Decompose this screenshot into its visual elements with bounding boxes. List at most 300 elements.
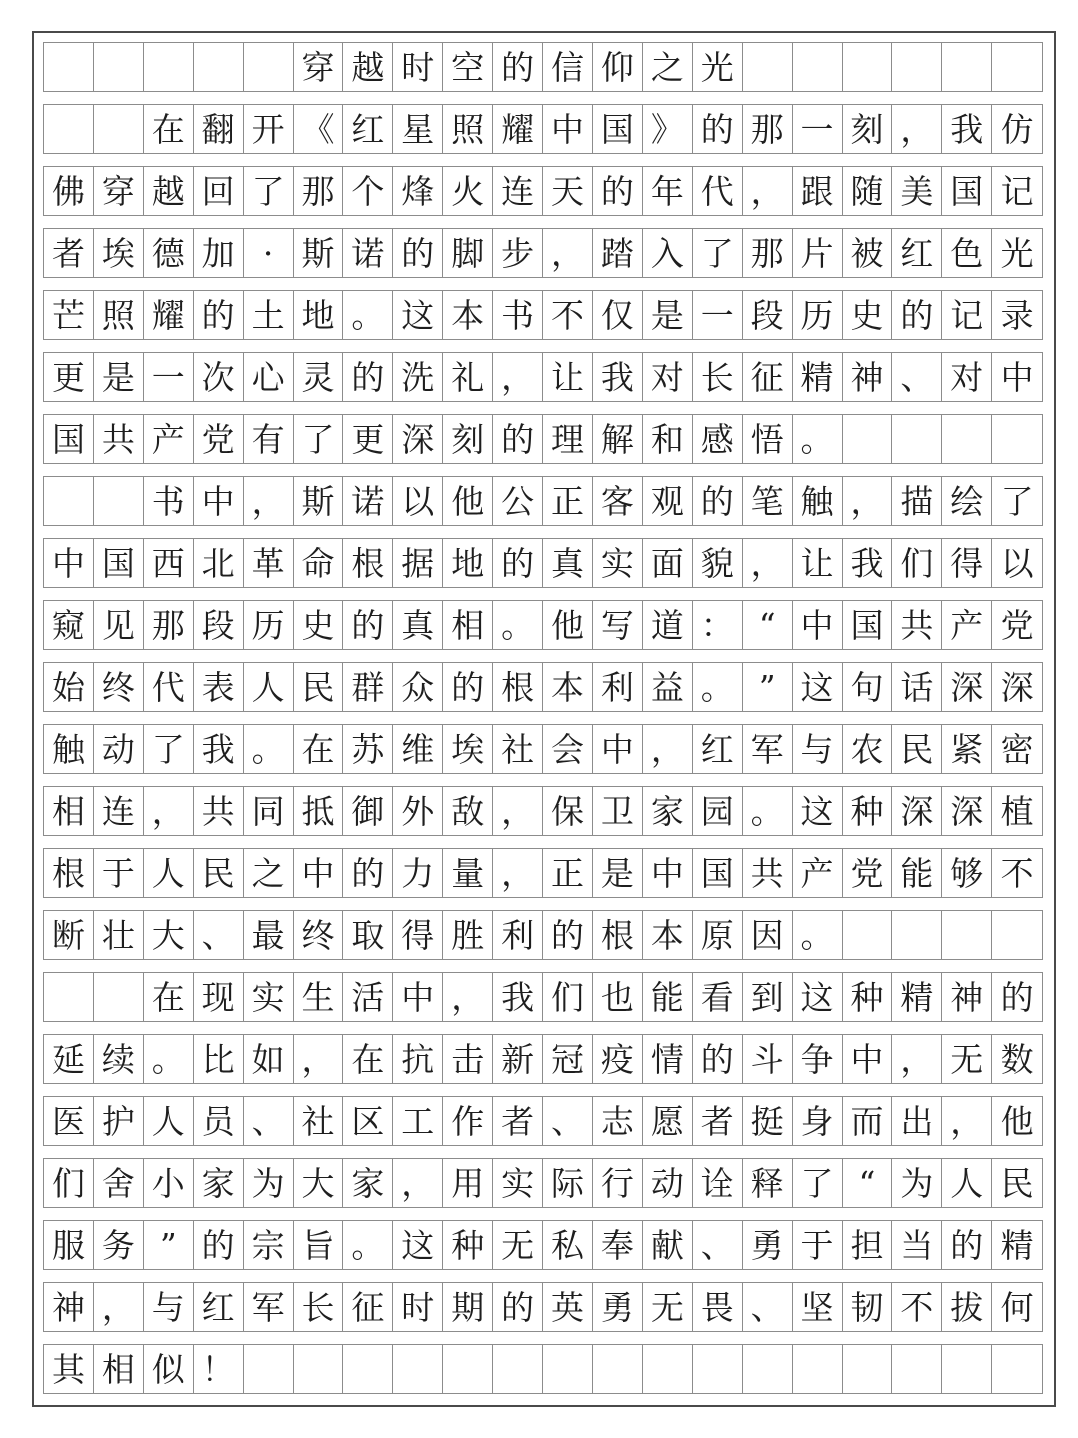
- grid-cell: 更: [44, 353, 94, 401]
- grid-cell: 苏: [343, 725, 393, 773]
- grid-cell: 的: [194, 291, 244, 339]
- grid-cell: 不: [1000, 853, 1034, 893]
- grid-cell: 的: [493, 415, 543, 463]
- grid-cell: 比: [194, 1035, 244, 1083]
- grid-cell: 的: [593, 167, 643, 215]
- grid-cell: 、: [892, 353, 942, 401]
- grid-cell: 土: [244, 291, 294, 339]
- grid-cell: 脚: [443, 229, 493, 277]
- grid-cell: ，: [843, 477, 893, 525]
- grid-cell: 以: [393, 477, 443, 525]
- grid-cell: 段: [743, 291, 793, 339]
- title-cell: 越: [343, 43, 393, 91]
- grid-cell: 新: [493, 1035, 543, 1083]
- grid-cell: 共: [743, 849, 793, 897]
- grid-cell: 似: [144, 1345, 194, 1393]
- grid-cell: 火: [443, 167, 493, 215]
- grid-cell: 在: [144, 105, 194, 153]
- grid-cell: 而: [843, 1097, 893, 1145]
- grid-cell: 他: [1000, 1101, 1034, 1141]
- grid-cell: 韧: [843, 1283, 893, 1331]
- grid-cell: 那: [743, 229, 793, 277]
- grid-cell: ，: [743, 167, 793, 215]
- grid-row: [43, 972, 1043, 1022]
- grid-cell: 于: [94, 849, 144, 897]
- grid-cell: 种: [843, 787, 893, 835]
- grid-cell: 本: [443, 291, 493, 339]
- grid-cell: 生: [294, 973, 344, 1021]
- grid-cell: 真: [543, 539, 593, 587]
- grid-cell: 《: [294, 105, 344, 153]
- grid-cell: 了: [294, 415, 344, 463]
- grid-cell: [343, 1345, 393, 1393]
- grid-cell: 红: [892, 229, 942, 277]
- grid-cell: 以: [1000, 543, 1034, 583]
- grid-cell: 我: [942, 105, 992, 153]
- grid-cell: ，: [543, 229, 593, 277]
- grid-cell: 仅: [593, 291, 643, 339]
- grid-cell: 取: [343, 911, 393, 959]
- grid-cell: 描: [892, 477, 942, 525]
- grid-cell: 冠: [543, 1035, 593, 1083]
- grid-cell: 埃: [94, 229, 144, 277]
- grid-cell: 在: [144, 973, 194, 1021]
- grid-cell: 产: [793, 849, 843, 897]
- grid-cell: 触: [793, 477, 843, 525]
- grid-cell: 能: [643, 973, 693, 1021]
- grid-cell: 长: [693, 353, 743, 401]
- grid-cell: 国: [942, 167, 992, 215]
- grid-cell: ，: [144, 787, 194, 835]
- grid-cell: 耀: [493, 105, 543, 153]
- grid-cell: ，: [892, 1035, 942, 1083]
- grid-cell: 回: [194, 167, 244, 215]
- grid-cell: 地: [294, 291, 344, 339]
- grid-cell: 的: [942, 1221, 992, 1269]
- grid-cell: 共: [194, 787, 244, 835]
- title-cell: [244, 43, 294, 91]
- grid-cell: 精: [892, 973, 942, 1021]
- grid-cell: 、: [244, 1097, 294, 1145]
- grid-cell: 国: [94, 539, 144, 587]
- grid-cell: 是: [593, 849, 643, 897]
- grid-cell: 记: [1000, 171, 1034, 211]
- grid-cell: [543, 1345, 593, 1393]
- grid-cell: 录: [1000, 295, 1034, 335]
- grid-cell: [44, 973, 94, 1021]
- grid-cell: 中: [793, 601, 843, 649]
- grid-cell: 我: [593, 353, 643, 401]
- title-row: [43, 42, 1043, 92]
- grid-row: [43, 724, 1043, 774]
- grid-cell: 期: [443, 1283, 493, 1331]
- grid-cell: 当: [892, 1221, 942, 1269]
- grid-cell: 步: [493, 229, 543, 277]
- grid-cell: [393, 1345, 443, 1393]
- grid-cell: 那: [743, 105, 793, 153]
- grid-cell: 壮: [94, 911, 144, 959]
- grid-cell: [992, 1345, 1042, 1393]
- grid-cell: 担: [843, 1221, 893, 1269]
- grid-cell: 勇: [593, 1283, 643, 1331]
- grid-cell: 》: [643, 105, 693, 153]
- grid-cell: 争: [793, 1035, 843, 1083]
- title-cell: [942, 43, 992, 91]
- grid-cell: 延: [44, 1035, 94, 1083]
- grid-cell: 用: [443, 1159, 493, 1207]
- grid-cell: 代: [693, 167, 743, 215]
- title-cell: 的: [493, 43, 543, 91]
- grid-row: [43, 910, 1043, 960]
- grid-cell: 根: [493, 663, 543, 711]
- grid-cell: 斯: [294, 477, 344, 525]
- grid-cell: 。: [244, 725, 294, 773]
- grid-cell: 量: [443, 849, 493, 897]
- grid-cell: 深: [892, 787, 942, 835]
- grid-row: [43, 104, 1043, 154]
- grid-cell: 窥: [44, 601, 94, 649]
- grid-cell: “: [843, 1159, 893, 1207]
- grid-cell: 开: [244, 105, 294, 153]
- grid-cell: 那: [144, 601, 194, 649]
- grid-cell: 片: [793, 229, 843, 277]
- title-cell: [743, 43, 793, 91]
- grid-cell: 敌: [443, 787, 493, 835]
- grid-cell: 本: [643, 911, 693, 959]
- grid-cell: 益: [643, 663, 693, 711]
- grid-cell: 跟: [793, 167, 843, 215]
- grid-cell: 疫: [593, 1035, 643, 1083]
- grid-cell: 本: [543, 663, 593, 711]
- grid-cell: 私: [543, 1221, 593, 1269]
- grid-cell: 触: [44, 725, 94, 773]
- grid-cell: 无: [942, 1035, 992, 1083]
- grid-cell: [593, 1345, 643, 1393]
- grid-cell: 紧: [942, 725, 992, 773]
- title-cell: 空: [443, 43, 493, 91]
- grid-cell: 之: [244, 849, 294, 897]
- grid-cell: 看: [693, 973, 743, 1021]
- grid-cell: 外: [393, 787, 443, 835]
- grid-cell: 与: [144, 1283, 194, 1331]
- grid-cell: 的: [543, 911, 593, 959]
- grid-cell: 于: [793, 1221, 843, 1269]
- grid-cell: 相: [94, 1345, 144, 1393]
- grid-cell: 诺: [343, 229, 393, 277]
- grid-cell: 员: [194, 1097, 244, 1145]
- grid-cell: 们: [892, 539, 942, 587]
- grid-cell: 能: [892, 849, 942, 897]
- grid-cell: 的: [493, 1283, 543, 1331]
- grid-cell: [942, 911, 992, 959]
- grid-cell: 志: [593, 1097, 643, 1145]
- grid-cell: 。: [693, 663, 743, 711]
- grid-cell: 力: [393, 849, 443, 897]
- grid-cell: 民: [194, 849, 244, 897]
- grid-cell: 年: [643, 167, 693, 215]
- grid-row: [43, 1220, 1043, 1270]
- grid-cell: 佛: [44, 167, 94, 215]
- grid-cell: 深: [942, 663, 992, 711]
- grid-cell: 与: [793, 725, 843, 773]
- grid-cell: 终: [94, 663, 144, 711]
- grid-row: [43, 1034, 1043, 1084]
- grid-cell: [892, 415, 942, 463]
- grid-cell: 最: [244, 911, 294, 959]
- grid-cell: 无: [493, 1221, 543, 1269]
- grid-cell: 有: [244, 415, 294, 463]
- grid-cell: 理: [543, 415, 593, 463]
- grid-cell: 原: [693, 911, 743, 959]
- grid-cell: 小: [144, 1159, 194, 1207]
- grid-row: [43, 538, 1043, 588]
- grid-row: [43, 166, 1043, 216]
- grid-cell: 胜: [443, 911, 493, 959]
- grid-cell: 道: [643, 601, 693, 649]
- grid-cell: 笔: [743, 477, 793, 525]
- grid-cell: 话: [892, 663, 942, 711]
- grid-cell: 翻: [194, 105, 244, 153]
- grid-cell: 断: [44, 911, 94, 959]
- grid-cell: 我: [493, 973, 543, 1021]
- grid-cell: 史: [294, 601, 344, 649]
- grid-cell: 到: [743, 973, 793, 1021]
- grid-cell: [843, 415, 893, 463]
- grid-cell: 也: [593, 973, 643, 1021]
- grid-cell: 大: [294, 1159, 344, 1207]
- grid-row: [43, 414, 1043, 464]
- grid-cell: 地: [443, 539, 493, 587]
- grid-cell: 共: [94, 415, 144, 463]
- grid-cell: 美: [892, 167, 942, 215]
- grid-cell: 的: [443, 663, 493, 711]
- title-cell: 之: [643, 43, 693, 91]
- grid-cell: 神: [942, 973, 992, 1021]
- grid-cell: [643, 1345, 693, 1393]
- grid-cell: 家: [343, 1159, 393, 1207]
- grid-cell: 。: [493, 601, 543, 649]
- grid-cell: 军: [244, 1283, 294, 1331]
- grid-cell: 星: [393, 105, 443, 153]
- grid-cell: 我: [194, 725, 244, 773]
- grid-cell: 洗: [393, 353, 443, 401]
- grid-cell: [94, 973, 144, 1021]
- grid-cell: 这: [793, 663, 843, 711]
- grid-cell: ，: [493, 353, 543, 401]
- grid-row: [43, 1096, 1043, 1146]
- title-cell: 仰: [593, 43, 643, 91]
- grid-cell: 这: [393, 1221, 443, 1269]
- grid-cell: 在: [343, 1035, 393, 1083]
- grid-cell: 面: [643, 539, 693, 587]
- grid-cell: 中: [1000, 357, 1034, 397]
- grid-cell: 、: [543, 1097, 593, 1145]
- grid-cell: 公: [493, 477, 543, 525]
- grid-cell: ，: [393, 1159, 443, 1207]
- grid-cell: 工: [393, 1097, 443, 1145]
- grid-cell: [843, 911, 893, 959]
- grid-cell: 烽: [393, 167, 443, 215]
- grid-cell: 军: [743, 725, 793, 773]
- grid-cell: 客: [593, 477, 643, 525]
- grid-cell: 利: [493, 911, 543, 959]
- grid-cell: 为: [244, 1159, 294, 1207]
- grid-cell: 续: [94, 1035, 144, 1083]
- grid-cell: 的: [1000, 977, 1034, 1017]
- grid-cell: 实: [244, 973, 294, 1021]
- grid-cell: ·: [244, 229, 294, 277]
- grid-cell: 国: [843, 601, 893, 649]
- grid-cell: 穿: [94, 167, 144, 215]
- grid-cell: ，: [743, 539, 793, 587]
- grid-cell: 精: [793, 353, 843, 401]
- title-cell: [44, 43, 94, 91]
- grid-cell: 色: [942, 229, 992, 277]
- grid-cell: 刻: [843, 105, 893, 153]
- grid-cell: 仿: [1000, 109, 1034, 149]
- grid-cell: [992, 415, 1042, 463]
- grid-cell: [892, 911, 942, 959]
- grid-cell: 句: [843, 663, 893, 711]
- grid-cell: 的: [493, 539, 543, 587]
- title-cell: [992, 43, 1042, 91]
- grid-cell: 心: [244, 353, 294, 401]
- grid-cell: 国: [693, 849, 743, 897]
- grid-cell: 踏: [593, 229, 643, 277]
- grid-cell: 现: [194, 973, 244, 1021]
- grid-cell: 精: [1000, 1225, 1034, 1265]
- grid-cell: 灵: [294, 353, 344, 401]
- grid-cell: 始: [44, 663, 94, 711]
- grid-cell: 被: [843, 229, 893, 277]
- grid-cell: 其: [44, 1345, 94, 1393]
- grid-cell: ，: [244, 477, 294, 525]
- grid-cell: 释: [743, 1159, 793, 1207]
- grid-cell: [743, 1345, 793, 1393]
- grid-cell: 为: [892, 1159, 942, 1207]
- grid-cell: 人: [144, 849, 194, 897]
- grid-cell: 段: [194, 601, 244, 649]
- grid-cell: 神: [843, 353, 893, 401]
- grid-cell: 红: [343, 105, 393, 153]
- title-cell: 时: [393, 43, 443, 91]
- grid-cell: 务: [94, 1221, 144, 1269]
- grid-cell: [443, 1345, 493, 1393]
- grid-cell: 中: [843, 1035, 893, 1083]
- grid-cell: 一: [793, 105, 843, 153]
- grid-cell: 际: [543, 1159, 593, 1207]
- grid-cell: ，: [443, 973, 493, 1021]
- grid-cell: 照: [443, 105, 493, 153]
- grid-cell: 数: [1000, 1039, 1034, 1079]
- grid-cell: 据: [393, 539, 443, 587]
- grid-cell: 畏: [693, 1283, 743, 1331]
- grid-cell: 芒: [44, 291, 94, 339]
- grid-row: [43, 1344, 1043, 1394]
- grid-cell: 一: [144, 353, 194, 401]
- grid-cell: 照: [94, 291, 144, 339]
- grid-cell: 农: [843, 725, 893, 773]
- grid-cell: 斗: [743, 1035, 793, 1083]
- grid-cell: 们: [543, 973, 593, 1021]
- grid-cell: 这: [793, 973, 843, 1021]
- grid-cell: 和: [643, 415, 693, 463]
- grid-cell: 对: [643, 353, 693, 401]
- grid-cell: 者: [44, 229, 94, 277]
- grid-cell: 、: [693, 1221, 743, 1269]
- grid-cell: 的: [194, 1221, 244, 1269]
- grid-cell: 正: [543, 477, 593, 525]
- grid-cell: 神: [44, 1283, 94, 1331]
- grid-cell: 耀: [144, 291, 194, 339]
- grid-cell: 斯: [294, 229, 344, 277]
- title-cell: 穿: [294, 43, 344, 91]
- grid-cell: [892, 1345, 942, 1393]
- grid-cell: [493, 1345, 543, 1393]
- grid-cell: 得: [942, 539, 992, 587]
- grid-cell: 医: [44, 1097, 94, 1145]
- grid-cell: 愿: [643, 1097, 693, 1145]
- grid-cell: [942, 1345, 992, 1393]
- grid-cell: 连: [493, 167, 543, 215]
- grid-cell: 会: [543, 725, 593, 773]
- grid-cell: 实: [493, 1159, 543, 1207]
- grid-cell: 产: [942, 601, 992, 649]
- grid-cell: 时: [393, 1283, 443, 1331]
- grid-cell: 代: [144, 663, 194, 711]
- grid-cell: 随: [843, 167, 893, 215]
- grid-cell: 何: [1000, 1287, 1034, 1327]
- grid-cell: 红: [693, 725, 743, 773]
- grid-row: [43, 600, 1043, 650]
- grid-cell: 埃: [443, 725, 493, 773]
- grid-cell: 英: [543, 1283, 593, 1331]
- grid-cell: 。: [343, 1221, 393, 1269]
- grid-cell: 长: [294, 1283, 344, 1331]
- grid-cell: 如: [244, 1035, 294, 1083]
- grid-cell: 书: [493, 291, 543, 339]
- grid-cell: 者: [493, 1097, 543, 1145]
- grid-cell: 了: [244, 167, 294, 215]
- grid-cell: 这: [793, 787, 843, 835]
- grid-cell: 家: [643, 787, 693, 835]
- grid-cell: [693, 1345, 743, 1393]
- grid-cell: 们: [44, 1159, 94, 1207]
- grid-cell: ，: [294, 1035, 344, 1083]
- grid-cell: 国: [593, 105, 643, 153]
- grid-cell: 。: [343, 291, 393, 339]
- grid-cell: 光: [1000, 233, 1034, 273]
- title-cell: [94, 43, 144, 91]
- title-cell: [892, 43, 942, 91]
- grid-cell: 民: [294, 663, 344, 711]
- grid-row: [43, 290, 1043, 340]
- grid-cell: 红: [194, 1283, 244, 1331]
- grid-cell: “: [743, 601, 793, 649]
- grid-cell: 中: [194, 477, 244, 525]
- grid-cell: 中: [543, 105, 593, 153]
- grid-cell: 共: [892, 601, 942, 649]
- grid-cell: 深: [942, 787, 992, 835]
- grid-cell: 是: [94, 353, 144, 401]
- grid-cell: 不: [892, 1283, 942, 1331]
- grid-cell: 北: [194, 539, 244, 587]
- grid-row: [43, 228, 1043, 278]
- grid-cell: 实: [593, 539, 643, 587]
- grid-cell: 民: [1000, 1163, 1034, 1203]
- grid-cell: 维: [393, 725, 443, 773]
- grid-cell: 深: [393, 415, 443, 463]
